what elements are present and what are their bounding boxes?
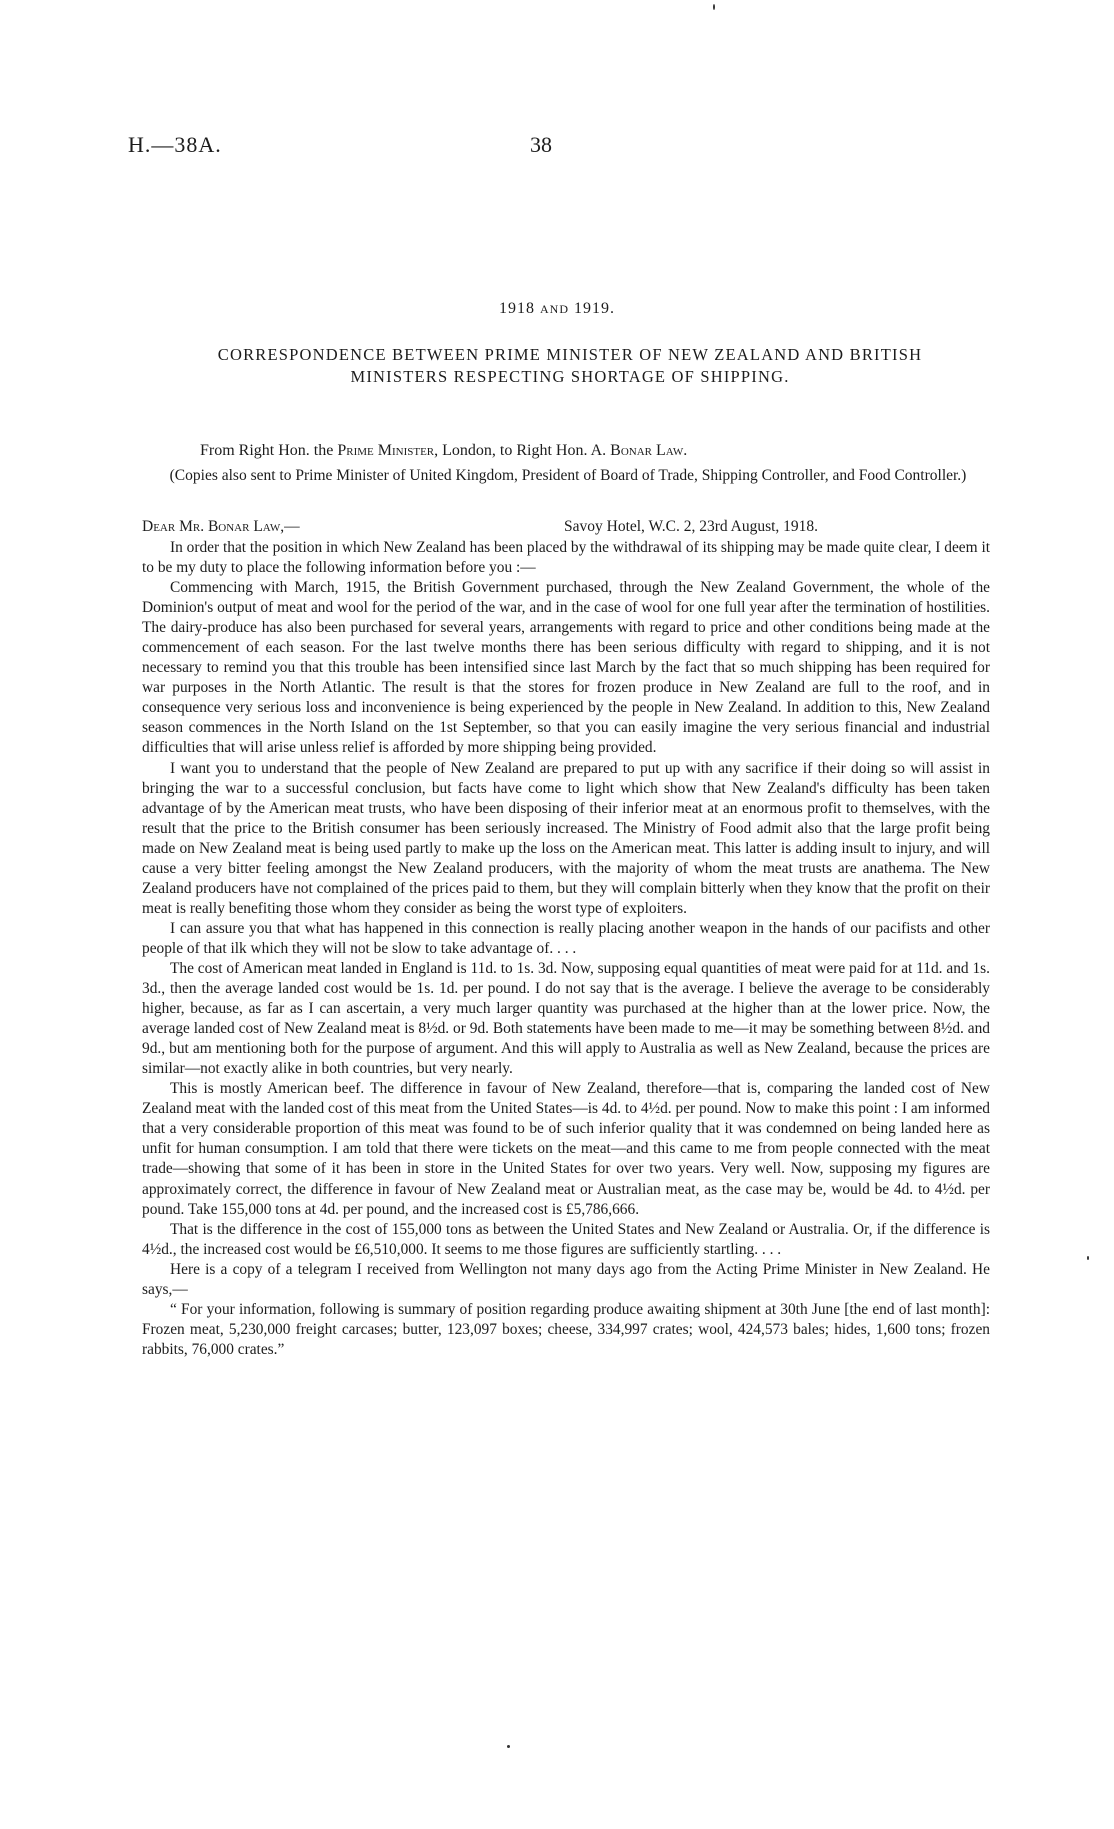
from-middle: , London, to Right Hon. A. <box>434 442 611 459</box>
title-line-2: MINISTERS RESPECTING SHORTAGE OF SHIPPING. <box>350 367 790 386</box>
year-and: AND <box>540 302 569 316</box>
document-title <box>150 344 990 388</box>
paragraph: I want you to understand that the people of New Zealand are prepared to put up with any sacrifice if their doing so will assist in bringing the war to a successful conclusion, but facts have come to light which show that New Zealand's difficulty has been taken advantage of by the American meat trusts, who have been disposing of their inferior meat at an enormous profit to themselves, with the result that the price to the British consumer has been seriously increased. The Ministry of Food admit also that the large profit being made on New Zealand meat is being used partly to make up the loss on the American meat. This latter is adding insult to injury, and will cause a very bitter feeling amongst the New Zealand producers, with the majority of whom the meat trusts are anathema. The New Zealand producers have not complained of the prices paid to them, but they will complain bitterly when they know that the profit on their meat is really benefiting those whom they consider as being the worst type of exploiters. <box>142 759 990 917</box>
sender-address-date: Savoy Hotel, W.C. 2, 23rd August, 1918. <box>564 518 819 535</box>
paragraph: That is the difference in the cost of 155,000 tons as between the United States and New Zealand or Australia. Or, if the difference is 4½d., the increased cost would be £6,510,000. It seems to me those figures are sufficiently startling. . . . <box>142 1220 990 1258</box>
letter-opening <box>142 518 990 536</box>
parliamentary-paper-ref: H.—38A. <box>128 132 222 157</box>
paragraph: I can assure you that what has happened in this connection is really placing another weapon in the hands of our pacifists and other people of that ilk which they will not be slow to take advantage of. . . . <box>142 919 990 957</box>
letter-body <box>142 538 990 1360</box>
paragraph: Commencing with March, 1915, the British Government purchased, through the New Zealand Government, the whole of the Dominion's output of meat and wool for the period of the war, and in the case of wool for one full year after the termination of hostilities. The dairy-produce has also been purchased for several years, arrangements with regard to price and other conditions being made at the commencement of each season. For the last twelve months there has been serious difficulty with regard to shipping, and it is not necessary to remind you that this trouble has been intensified since last March by the fact that so much shipping has been required for war purposes in the North Atlantic. The result is that the stores for frozen produce in New Zealand are full to the roof, and in consequence very serious loss and inconvenience is being experienced by the people in New Zealand. In addition to this, New Zealand season commences in the North Island on the 1st September, so that you can easily imagine the very serious financial and industrial difficulties that will arise unless relief is afforded by more shipping being provided. <box>142 579 990 757</box>
scan-speck <box>1087 1256 1089 1260</box>
page-number: 38 <box>530 132 552 157</box>
year-end: 1919. <box>574 300 615 317</box>
telegram-quote: “ For your information, following is summary of position regarding produce awaiting shipment at 30th June [the end of last month]: Frozen meat, 5,230,000 freight carcases; butter, 123,097 boxes; cheese, 334,997 crates; wool, 424,573 bales; hides, 1,600 tons; frozen rabbits, 76,000 crates.” <box>142 1300 990 1358</box>
scan-speck <box>507 1745 510 1748</box>
scan-speck <box>713 4 715 10</box>
copies-note: (Copies also sent to Prime Minister of United Kingdom, President of Board of Trade, Shipping Controller, and Food Controller.) <box>169 467 967 484</box>
paragraph: The cost of American meat landed in England is 11d. to 1s. 3d. Now, supposing equal quantities of meat were paid for at 11d. and 1s. 3d., then the average landed cost would be 1s. 1d. per pound. I do not say that is the average. I believe the average to be considerably higher, because, as far as I can ascertain, a very much larger quantity was purchased at the higher than at the lower price. Now, the average landed cost of New Zealand meat is 8½d. or 9d. Both statements have been made to me—it may be something between 8½d. and 9d., but am mentioning both for the purpose of argument. And this will apply to Australia as well as New Zealand, because the prices are similar—not exactly alike in both countries, but very nearly. <box>142 959 990 1078</box>
salutation: Dear Mr. Bonar Law,— <box>142 518 300 535</box>
years-heading <box>0 300 1114 318</box>
from-line <box>200 442 687 460</box>
paragraph: This is mostly American beef. The difference in favour of New Zealand, therefore—that is, comparing the landed cost of New Zealand meat with the landed cost of this meat from the United States—is 4d. to 4½d. per pound. Now to make this point : I am informed that a very considerable proportion of this meat was found to be of such inferior quality that it was condemned on being landed here as unfit for human consumption. I am told that there were tickets on the meat—and this came to me from people connected with the meat trade—showing that some of it has been in store in the United States for over two years. Very well. Now, supposing my figures are approximately correct, the difference in favour of New Zealand meat or Australian meat, as the case may be, would be 4d. to 4½d. per pound. Take 155,000 tons at 4d. per pound, and the increased cost is £5,786,666. <box>142 1080 990 1218</box>
paragraph: Here is a copy of a telegram I received from Wellington not many days ago from the Acting Prime Minister in New Zealand. He says,— <box>142 1260 990 1298</box>
paragraph: In order that the position in which New Zealand has been placed by the withdrawal of its shipping may be made quite clear, I deem it to be my duty to place the following information before you :— <box>142 539 990 577</box>
from-end: . <box>683 442 688 459</box>
from-prefix: From Right Hon. the <box>200 442 338 459</box>
title-line-1: CORRESPONDENCE BETWEEN PRIME MINISTER OF NEW ZEALAND AND BRITISH <box>217 345 923 364</box>
year-start: 1918 <box>499 300 535 317</box>
sender: Prime Minister <box>337 442 435 459</box>
recipient: Bonar Law <box>610 442 684 459</box>
